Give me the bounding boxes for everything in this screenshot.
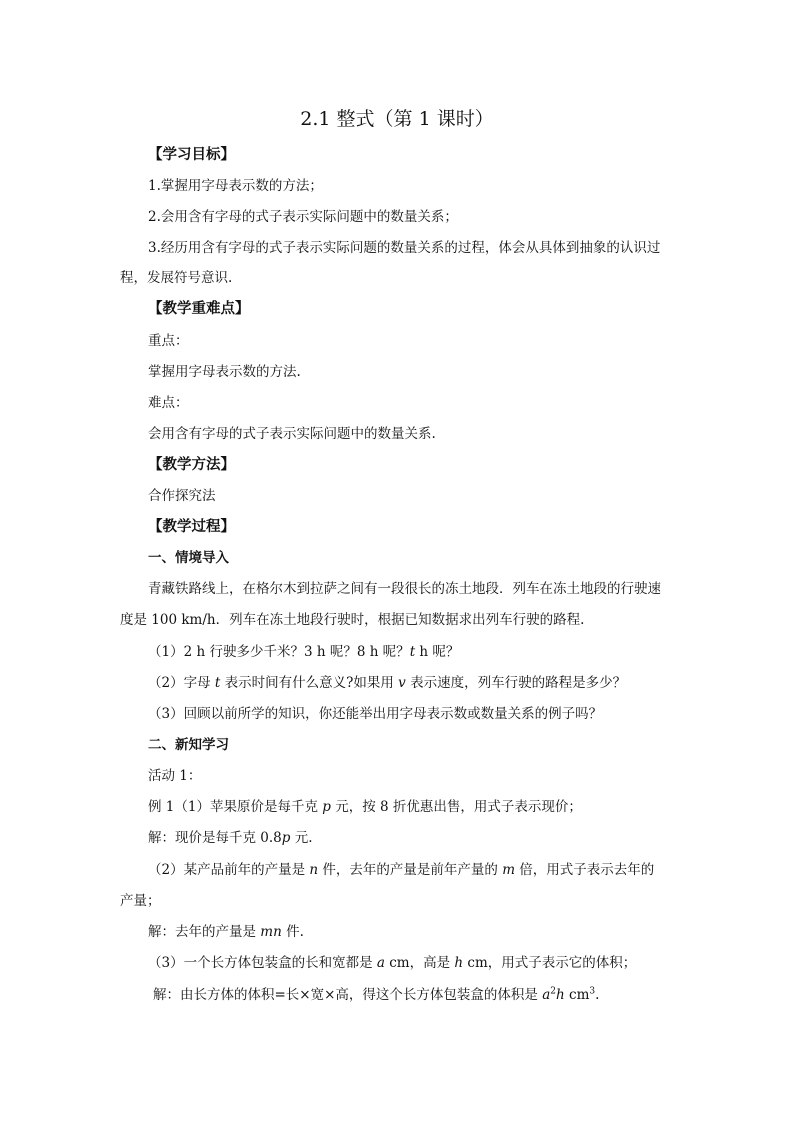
focus-label: 重点：: [148, 333, 189, 349]
example-1-part-3: （3）一个长方体包装盒的长和宽都是 a cm，高是 h cm，用式子表示它的体积；: [148, 955, 637, 971]
objective-item-3: 3.经历用含有字母的式子表示实际问题的数量关系的过程，体会从具体到抽象的认识过: [148, 240, 661, 256]
difficulty-label: 难点：: [148, 395, 189, 411]
method-text: 合作探究法: [148, 488, 216, 504]
activity-label: 活动 1：: [148, 768, 202, 784]
example-1-part-1: 例 1（1）苹果原价是每千克 p 元，按 8 折优惠出售，用式子表示现价；: [148, 799, 582, 815]
objective-item-1: 1.掌握用字母表示数的方法；: [148, 178, 323, 194]
question-3: （3）回顾以前所学的知识，你还能举出用字母表示数或数量关系的例子吗？: [148, 706, 603, 722]
solution-3: 解：由长方体的体积=长×宽×高，得这个长方体包装盒的体积是 $a^2h$ $cm^3$.: [153, 986, 600, 1003]
focus-text: 掌握用字母表示数的方法.: [148, 364, 301, 380]
objective-item-3-continued: 程，发展符号意识.: [120, 270, 233, 286]
example-1-part-2: （2）某产品前年的产量是 n 件，去年的产量是前年产量的 m 倍，用式子表示去年的: [148, 862, 655, 878]
process-heading: 【教学过程】: [148, 518, 235, 535]
objectives-heading: 【学习目标】: [148, 146, 235, 163]
key-points-heading: 【教学重难点】: [148, 300, 250, 317]
page-title: 2.1 整式（第 1 课时）: [300, 108, 494, 130]
solution-1: 解：现价是每千克 0.8p 元.: [148, 830, 313, 846]
question-2: （2）字母 t 表示时间有什么意义?如果用 v 表示速度，列车行驶的路程是多少？: [148, 675, 627, 691]
intro-paragraph-line-1: 青藏铁路线上，在格尔木到拉萨之间有一段很长的冻土地段．列车在冻土地段的行驶速: [148, 581, 661, 597]
part1-title: 一、情境导入: [148, 550, 229, 566]
method-heading: 【教学方法】: [148, 456, 235, 473]
intro-paragraph-line-2: 度是 100 km/h．列车在冻土地段行驶时，根据已知数据求出列车行驶的路程.: [120, 612, 585, 628]
solution-2: 解：去年的产量是 mn 件.: [148, 924, 304, 940]
part2-title: 二、新知学习: [148, 737, 229, 753]
example-1-part-2-continued: 产量；: [120, 893, 161, 909]
objective-item-2: 2.会用含有字母的式子表示实际问题中的数量关系；: [148, 209, 458, 225]
difficulty-text: 会用含有字母的式子表示实际问题中的数量关系.: [148, 426, 436, 442]
question-1: （1）2 h 行驶多少千米？3 h 呢？8 h 呢？t h 呢？: [148, 644, 460, 660]
